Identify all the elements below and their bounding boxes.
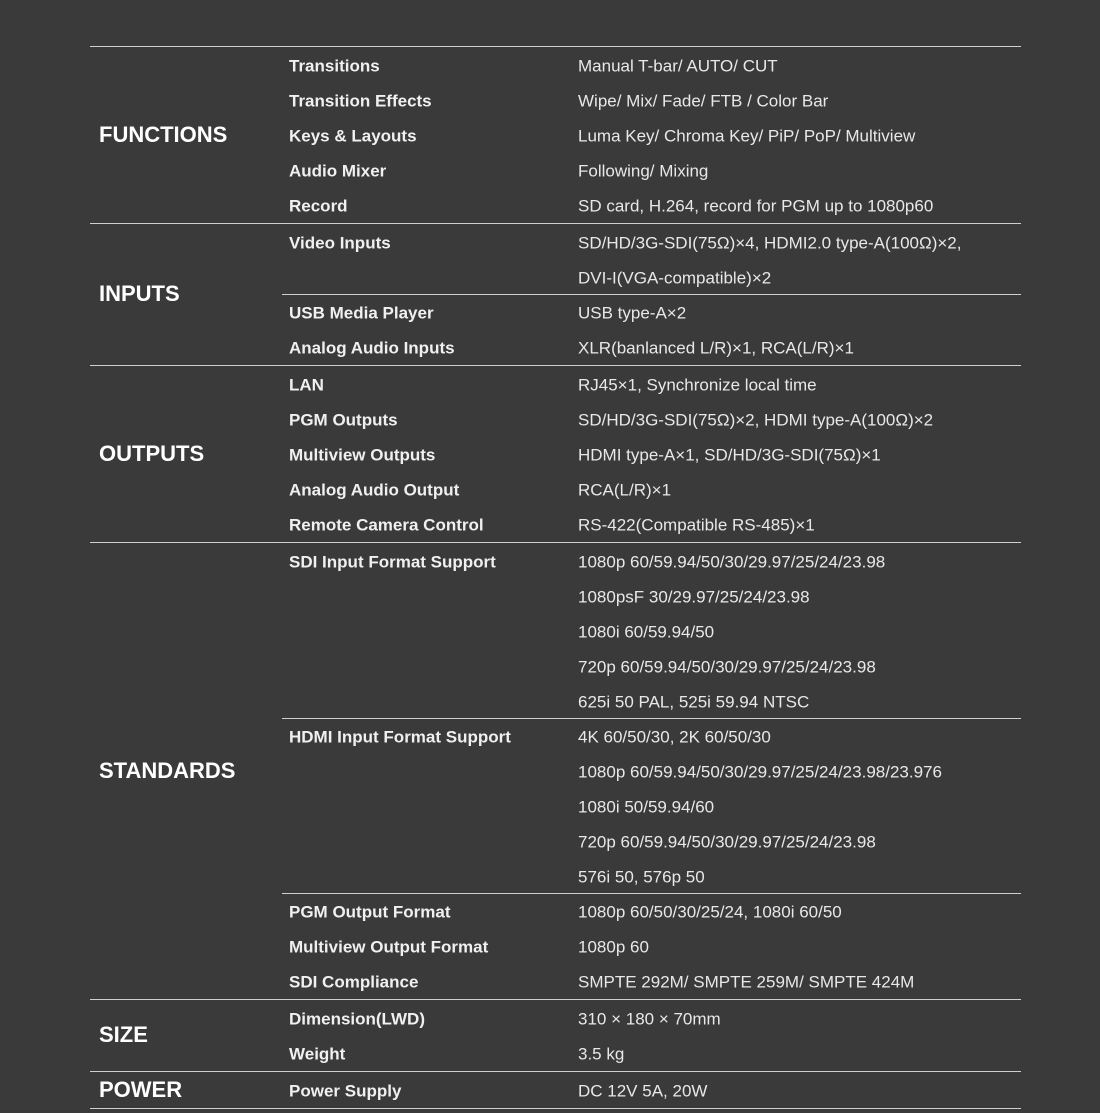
spec-label: Analog Audio Output: [289, 480, 460, 499]
section-divider: [90, 223, 1021, 224]
row-divider: [282, 718, 1021, 719]
spec-value: 4K 60/50/30, 2K 60/50/30: [578, 727, 771, 746]
spec-label: HDMI Input Format Support: [289, 727, 511, 746]
section-divider: [90, 1108, 1021, 1109]
spec-label: Video Inputs: [289, 233, 391, 252]
spec-value: SD/HD/3G-SDI(75Ω)×4, HDMI2.0 type-A(100Ω)×2,: [578, 233, 962, 252]
spec-value: SMPTE 292M/ SMPTE 259M/ SMPTE 424M: [578, 972, 915, 991]
row-divider: [282, 294, 1021, 295]
spec-label: Remote Camera Control: [289, 515, 484, 534]
spec-value: Manual T-bar/ AUTO/ CUT: [578, 56, 778, 75]
spec-value: 625i 50 PAL, 525i 59.94 NTSC: [578, 692, 810, 711]
spec-label: LAN: [289, 375, 324, 394]
spec-label: SDI Input Format Support: [289, 552, 496, 571]
spec-value: RS-422(Compatible RS-485)×1: [578, 515, 815, 534]
spec-value: 1080psF 30/29.97/25/24/23.98: [578, 587, 810, 606]
spec-label: Keys & Layouts: [289, 126, 417, 145]
spec-value: 1080p 60/59.94/50/30/29.97/25/24/23.98/23.976: [578, 762, 942, 781]
section-title: STANDARDS: [99, 757, 236, 783]
spec-label: Multiview Outputs: [289, 445, 436, 464]
spec-label: Record: [289, 196, 348, 215]
spec-value: SD/HD/3G-SDI(75Ω)×2, HDMI type-A(100Ω)×2: [578, 410, 934, 429]
spec-value: Wipe/ Mix/ Fade/ FTB / Color Bar: [578, 91, 829, 110]
spec-value: 720p 60/59.94/50/30/29.97/25/24/23.98: [578, 832, 876, 851]
spec-value: 3.5 kg: [578, 1044, 625, 1063]
spec-label: Multiview Output Format: [289, 937, 489, 956]
spec-value: RCA(L/R)×1: [578, 480, 672, 499]
spec-value: 310 × 180 × 70mm: [578, 1009, 721, 1028]
spec-value: USB type-A×2: [578, 303, 687, 322]
row-divider: [282, 893, 1021, 894]
section-title: INPUTS: [99, 281, 180, 306]
spec-value: Following/ Mixing: [578, 161, 709, 180]
section-divider: [90, 365, 1021, 366]
spec-label: SDI Compliance: [289, 972, 419, 991]
spec-value: DVI-I(VGA-compatible)×2: [578, 268, 772, 287]
spec-label: Power Supply: [289, 1081, 402, 1100]
spec-value: 1080p 60: [578, 937, 649, 956]
section-divider: [90, 1071, 1021, 1072]
spec-value: 720p 60/59.94/50/30/29.97/25/24/23.98: [578, 657, 876, 676]
section-title: SIZE: [99, 1022, 148, 1047]
section-divider: [90, 46, 1021, 47]
spec-value: Luma Key/ Chroma Key/ PiP/ PoP/ Multiview: [578, 126, 916, 145]
section-divider: [90, 999, 1021, 1000]
section-title: POWER: [99, 1076, 183, 1102]
spec-value: 576i 50, 576p 50: [578, 867, 705, 886]
spec-value: 1080p 60/50/30/25/24, 1080i 60/50: [578, 902, 842, 921]
spec-label: Transitions: [289, 56, 380, 75]
section-divider: [90, 542, 1021, 543]
spec-value: XLR(banlanced L/R)×1, RCA(L/R)×1: [578, 338, 854, 357]
section-title: OUTPUTS: [99, 440, 205, 466]
spec-label: PGM Output Format: [289, 902, 451, 921]
spec-label: PGM Outputs: [289, 410, 398, 429]
spec-value: HDMI type-A×1, SD/HD/3G-SDI(75Ω)×1: [578, 445, 881, 464]
spec-label: USB Media Player: [289, 303, 434, 322]
spec-value: RJ45×1, Synchronize local time: [578, 375, 817, 394]
spec-label: Audio Mixer: [289, 161, 387, 180]
spec-value: 1080p 60/59.94/50/30/29.97/25/24/23.98: [578, 552, 886, 571]
spec-value: DC 12V 5A, 20W: [578, 1081, 708, 1100]
spec-label: Weight: [289, 1044, 346, 1063]
spec-label: Dimension(LWD): [289, 1009, 425, 1028]
spec-label: Analog Audio Inputs: [289, 338, 455, 357]
spec-label: Transition Effects: [289, 91, 432, 110]
section-title: FUNCTIONS: [99, 121, 228, 147]
spec-value: 1080i 60/59.94/50: [578, 622, 715, 641]
spec-value: SD card, H.264, record for PGM up to 1080p60: [578, 196, 934, 215]
spec-value: 1080i 50/59.94/60: [578, 797, 715, 816]
